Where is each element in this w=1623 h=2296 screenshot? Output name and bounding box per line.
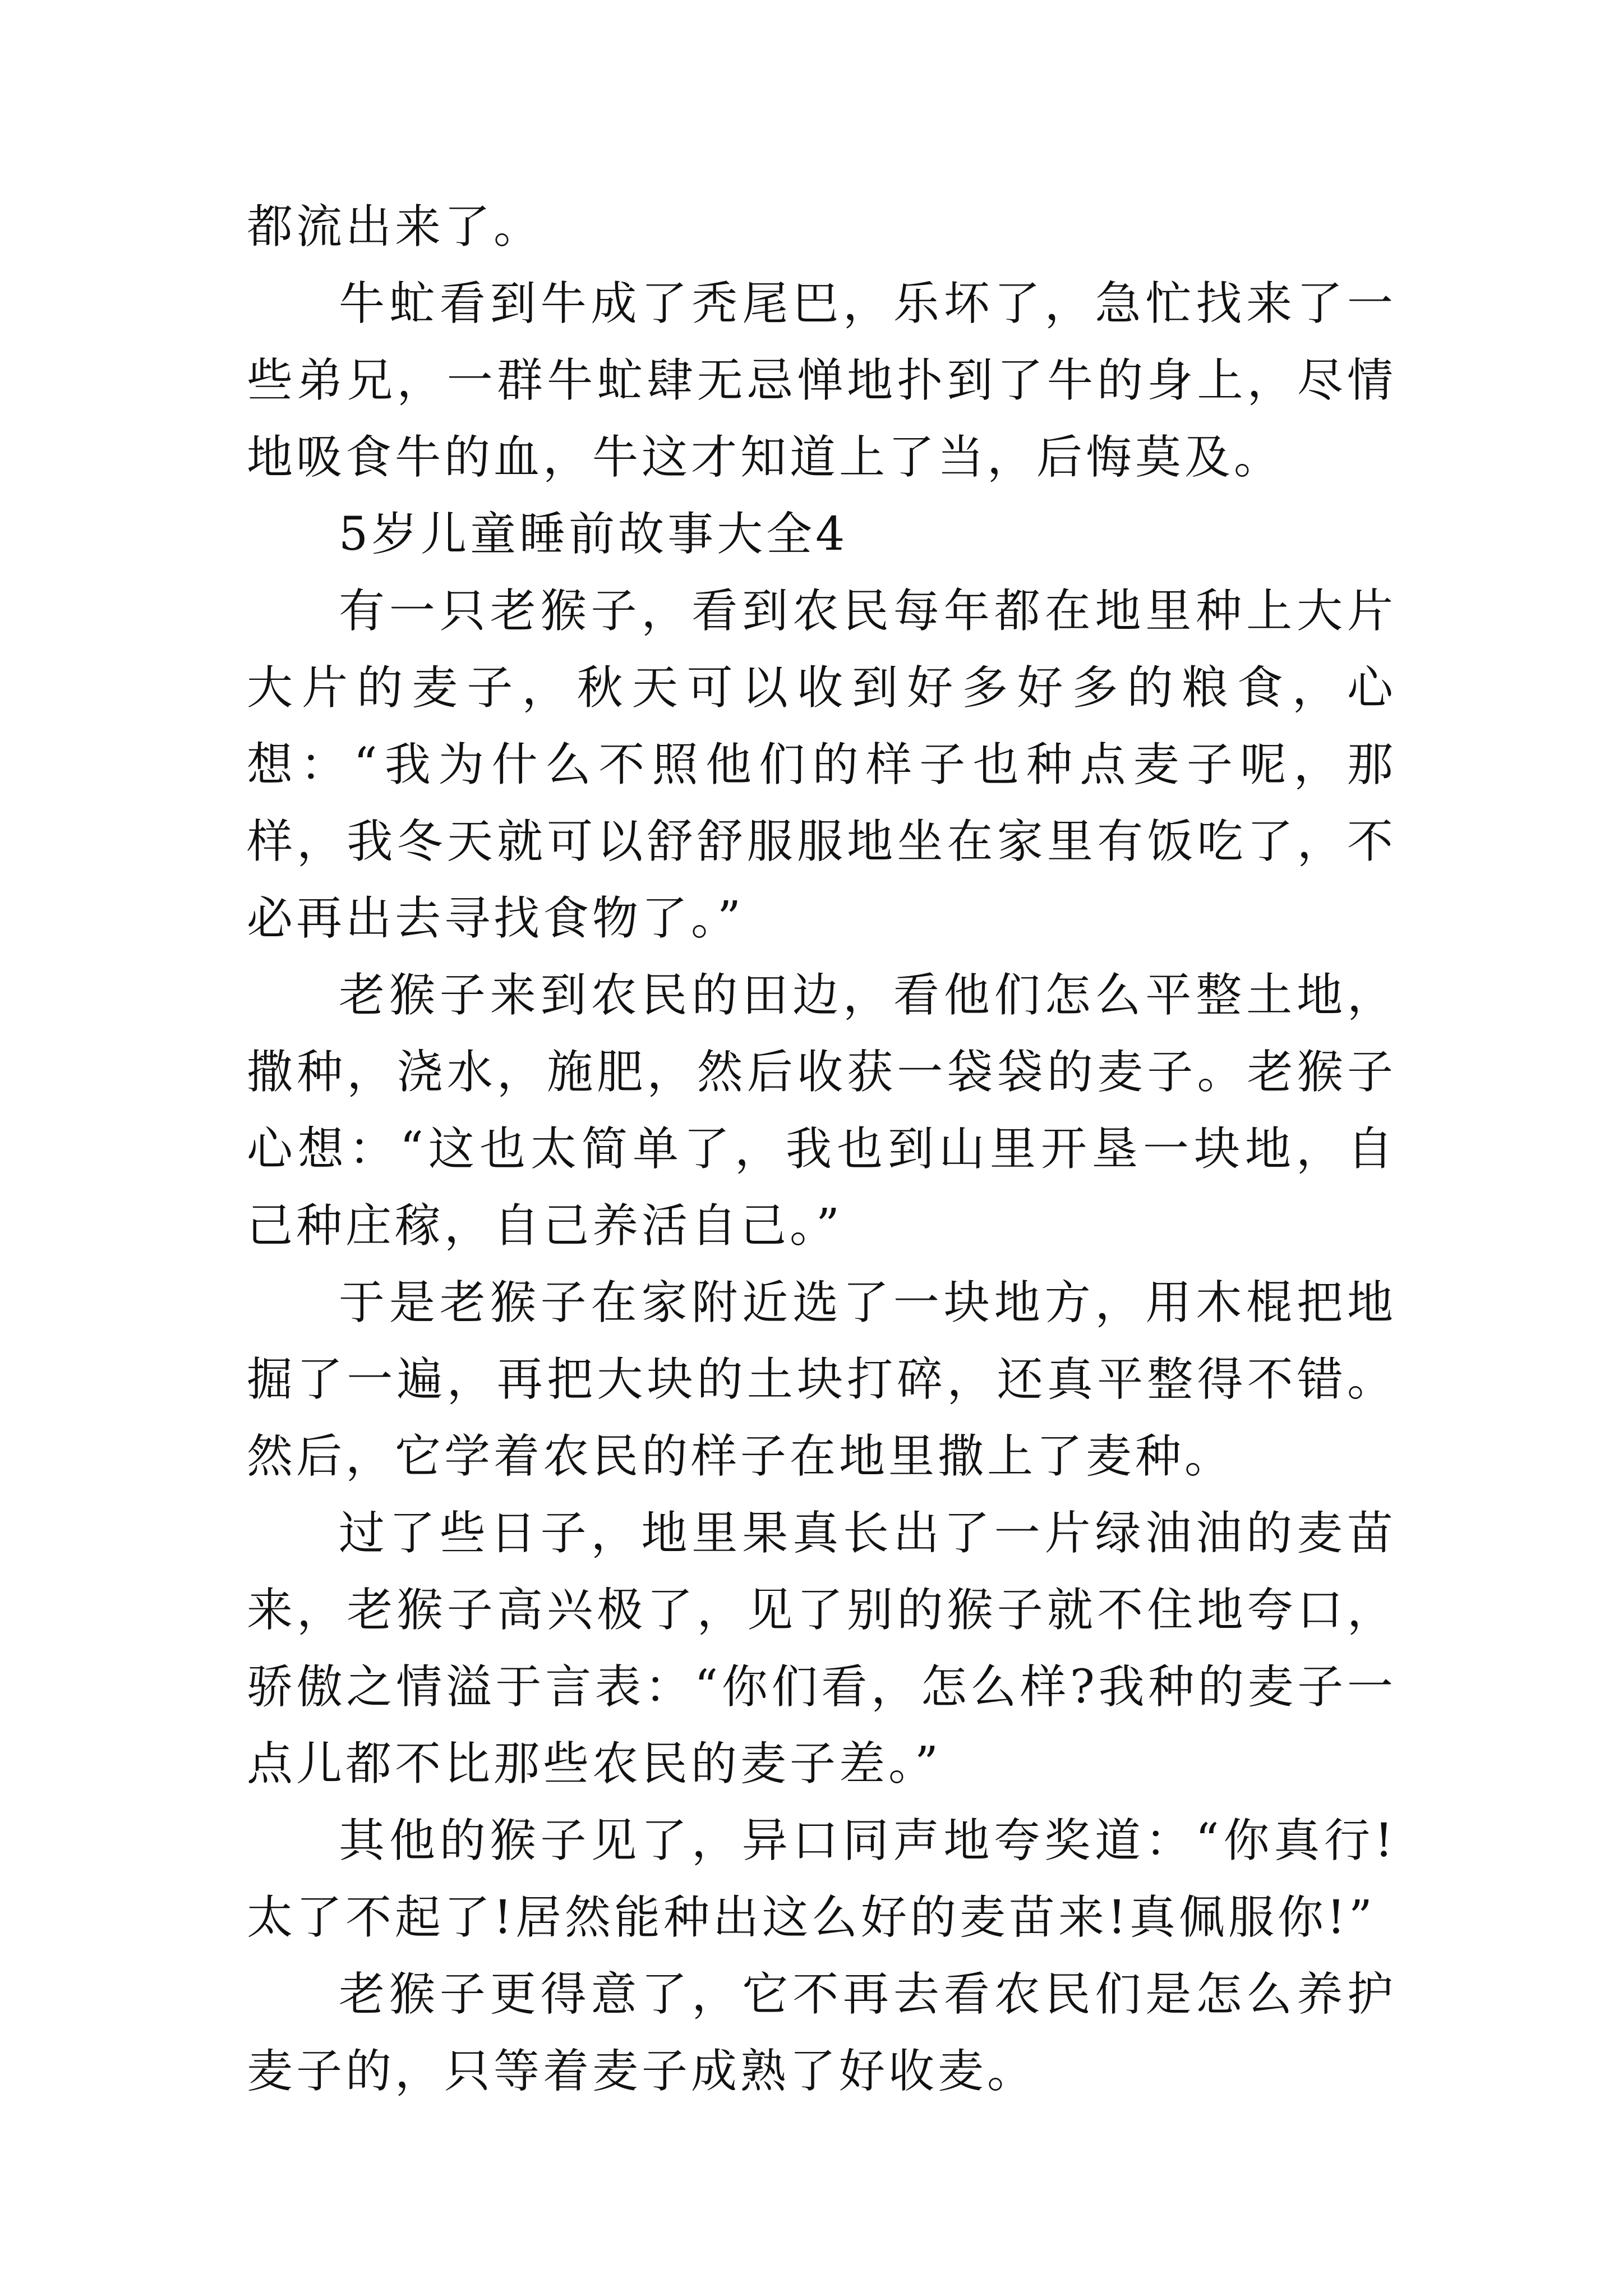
paragraph-continuation: 都流出来了。	[247, 200, 543, 254]
paragraph-gadfly-ending: 牛虻看到牛成了秃尾巴，乐坏了，急忙找来了一些弟兄，一群牛虻肆无忌惮地扑到了牛的身上，尽情地吸食牛的血，牛这才知道上了当，后悔莫及。	[247, 277, 1396, 484]
paragraph-monkey-plants: 于是老猴子在家附近选了一块地方，用木棍把地掘了一遍，再把大块的土块打碎，还真平整得不错。然后，它学着农民的样子在地里撒上了麦种。	[247, 1276, 1396, 1483]
paragraph-monkey-watches-farmers: 老猴子来到农民的田边，看他们怎么平整土地，撒种，浇水，施肥，然后收获一袋袋的麦子。老猴子心想：“这也太简单了，我也到山里开垦一块地，自己种庄稼，自己养活自己。”	[247, 969, 1396, 1253]
paragraph-monkey-boasts: 过了些日子，地里果真长出了一片绿油油的麦苗来，老猴子高兴极了，见了别的猴子就不住地夸口，骄傲之情溢于言表：“你们看，怎么样?我种的麦子一点儿都不比那些农民的麦子差。”	[247, 1507, 1396, 1791]
paragraph-monkey-intro: 有一只老猴子，看到农民每年都在地里种上大片大片的麦子，秋天可以收到好多好多的粮食，心想：“我为什么不照他们的样子也种点麦子呢，那样，我冬天就可以舒舒服服地坐在家里有饭吃了，不必再出去寻找食物了。”	[247, 585, 1396, 945]
document-body	[247, 188, 1396, 2110]
paragraph-monkey-waits: 老猴子更得意了，它不再去看农民们是怎么养护麦子的，只等着麦子成熟了好收麦。	[247, 1968, 1396, 2098]
story-heading: 5岁儿童睡前故事大全4	[339, 508, 849, 561]
paragraph-others-praise: 其他的猴子见了，异口同声地夸奖道：“你真行!太了不起了!居然能种出这么好的麦苗来!真佩服你!”	[247, 1814, 1396, 1944]
